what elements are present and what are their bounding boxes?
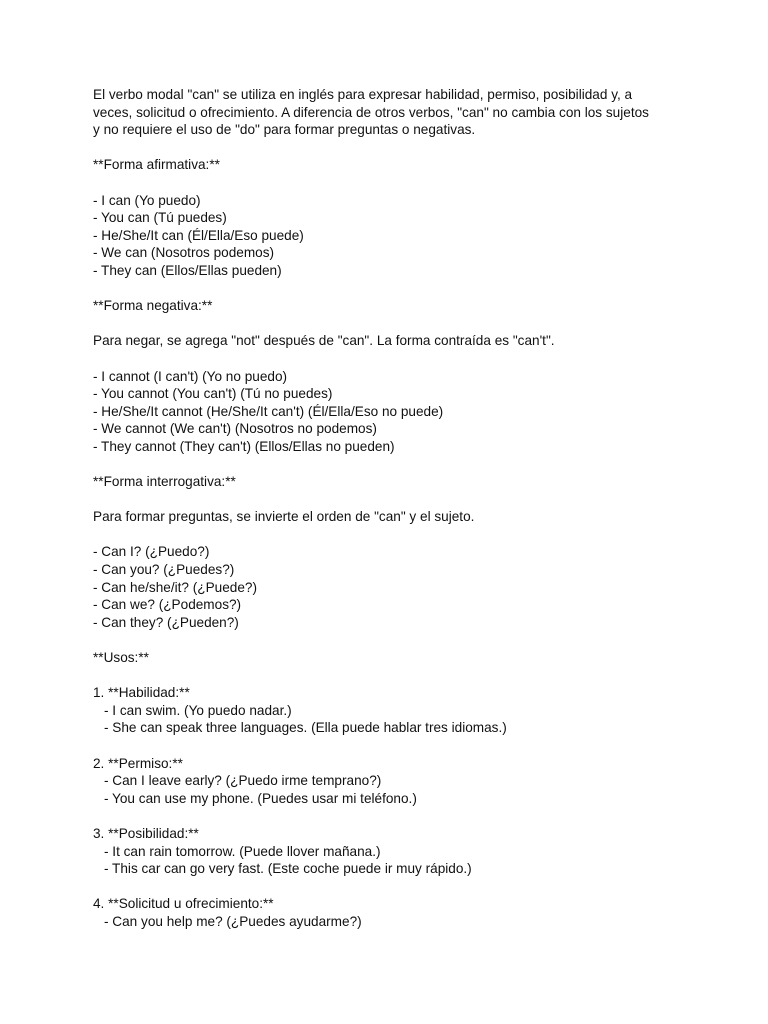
- list-item: - You cannot (You can't) (Tú no puedes): [93, 386, 333, 402]
- section-heading: **Forma negativa:**: [93, 298, 213, 314]
- use-title: 1. **Habilidad:**: [93, 685, 190, 701]
- section-heading: **Forma interrogativa:**: [93, 474, 236, 490]
- intro-line: El verbo modal "can" se utiliza en inglés para expresar habilidad, permiso, posibilidad y, a: [93, 87, 633, 102]
- use-example: - It can rain tomorrow. (Puede llover mañana.): [104, 843, 381, 859]
- affirmative-section: [93, 156, 693, 279]
- use-group-ability: [93, 684, 693, 737]
- list-item: - He/She/It cannot (He/She/It can't) (Él/Ella/Eso no puede): [93, 403, 444, 419]
- list-item: - He/She/It can (Él/Ella/Eso puede): [93, 227, 304, 243]
- list-item: - Can they? (¿Pueden?): [93, 614, 239, 630]
- use-group-permission: [93, 755, 693, 808]
- list-item: - Can I? (¿Puedo?): [93, 544, 210, 560]
- list-item: - Can you? (¿Puedes?): [93, 562, 235, 578]
- list-item: - You can (Tú puedes): [93, 210, 227, 226]
- use-example: - She can speak three languages. (Ella puede hablar tres idiomas.): [104, 720, 507, 736]
- uses-section: [93, 649, 693, 931]
- interrogative-section: [93, 473, 693, 631]
- document-page: [93, 86, 693, 931]
- use-group-request: [93, 895, 693, 930]
- use-example: - Can I leave early? (¿Puedo irme temprano?): [104, 773, 382, 789]
- list-item: - Can he/she/it? (¿Puede?): [93, 579, 257, 595]
- use-title: 2. **Permiso:**: [93, 755, 183, 771]
- intro-line: y no requiere el uso de "do" para formar preguntas o negativas.: [93, 122, 476, 138]
- list-item: - They can (Ellos/Ellas pueden): [93, 262, 282, 278]
- list-item: - They cannot (They can't) (Ellos/Ellas no pueden): [93, 438, 395, 454]
- use-example: - I can swim. (Yo puedo nadar.): [104, 702, 292, 718]
- list-item: - Can we? (¿Podemos?): [93, 597, 242, 613]
- list-item: - I can (Yo puedo): [93, 192, 201, 208]
- section-explanation: Para negar, se agrega "not" después de "can". La forma contraída es "can't".: [93, 333, 555, 349]
- section-heading: **Usos:**: [93, 650, 149, 665]
- section-heading: **Forma afirmativa:**: [93, 157, 220, 173]
- use-example: - You can use my phone. (Puedes usar mi teléfono.): [104, 790, 417, 806]
- intro-paragraph: [93, 86, 693, 139]
- intro-line: veces, solicitud o ofrecimiento. A diferencia de otros verbos, "can" no cambia con los sujetos: [93, 104, 649, 120]
- list-item: - I cannot (I can't) (Yo no puedo): [93, 368, 288, 384]
- negative-section: [93, 297, 693, 455]
- list-item: - We can (Nosotros podemos): [93, 245, 275, 261]
- section-explanation: Para formar preguntas, se invierte el orden de "can" y el sujeto.: [93, 509, 475, 525]
- use-title: 3. **Posibilidad:**: [93, 825, 199, 841]
- use-group-possibility: [93, 825, 693, 878]
- use-example: - This car can go very fast. (Este coche puede ir muy rápido.): [104, 861, 472, 877]
- use-title: 4. **Solicitud u ofrecimiento:**: [93, 896, 274, 912]
- list-item: - We cannot (We can't) (Nosotros no podemos): [93, 421, 377, 437]
- use-example: - Can you help me? (¿Puedes ayudarme?): [104, 913, 362, 929]
